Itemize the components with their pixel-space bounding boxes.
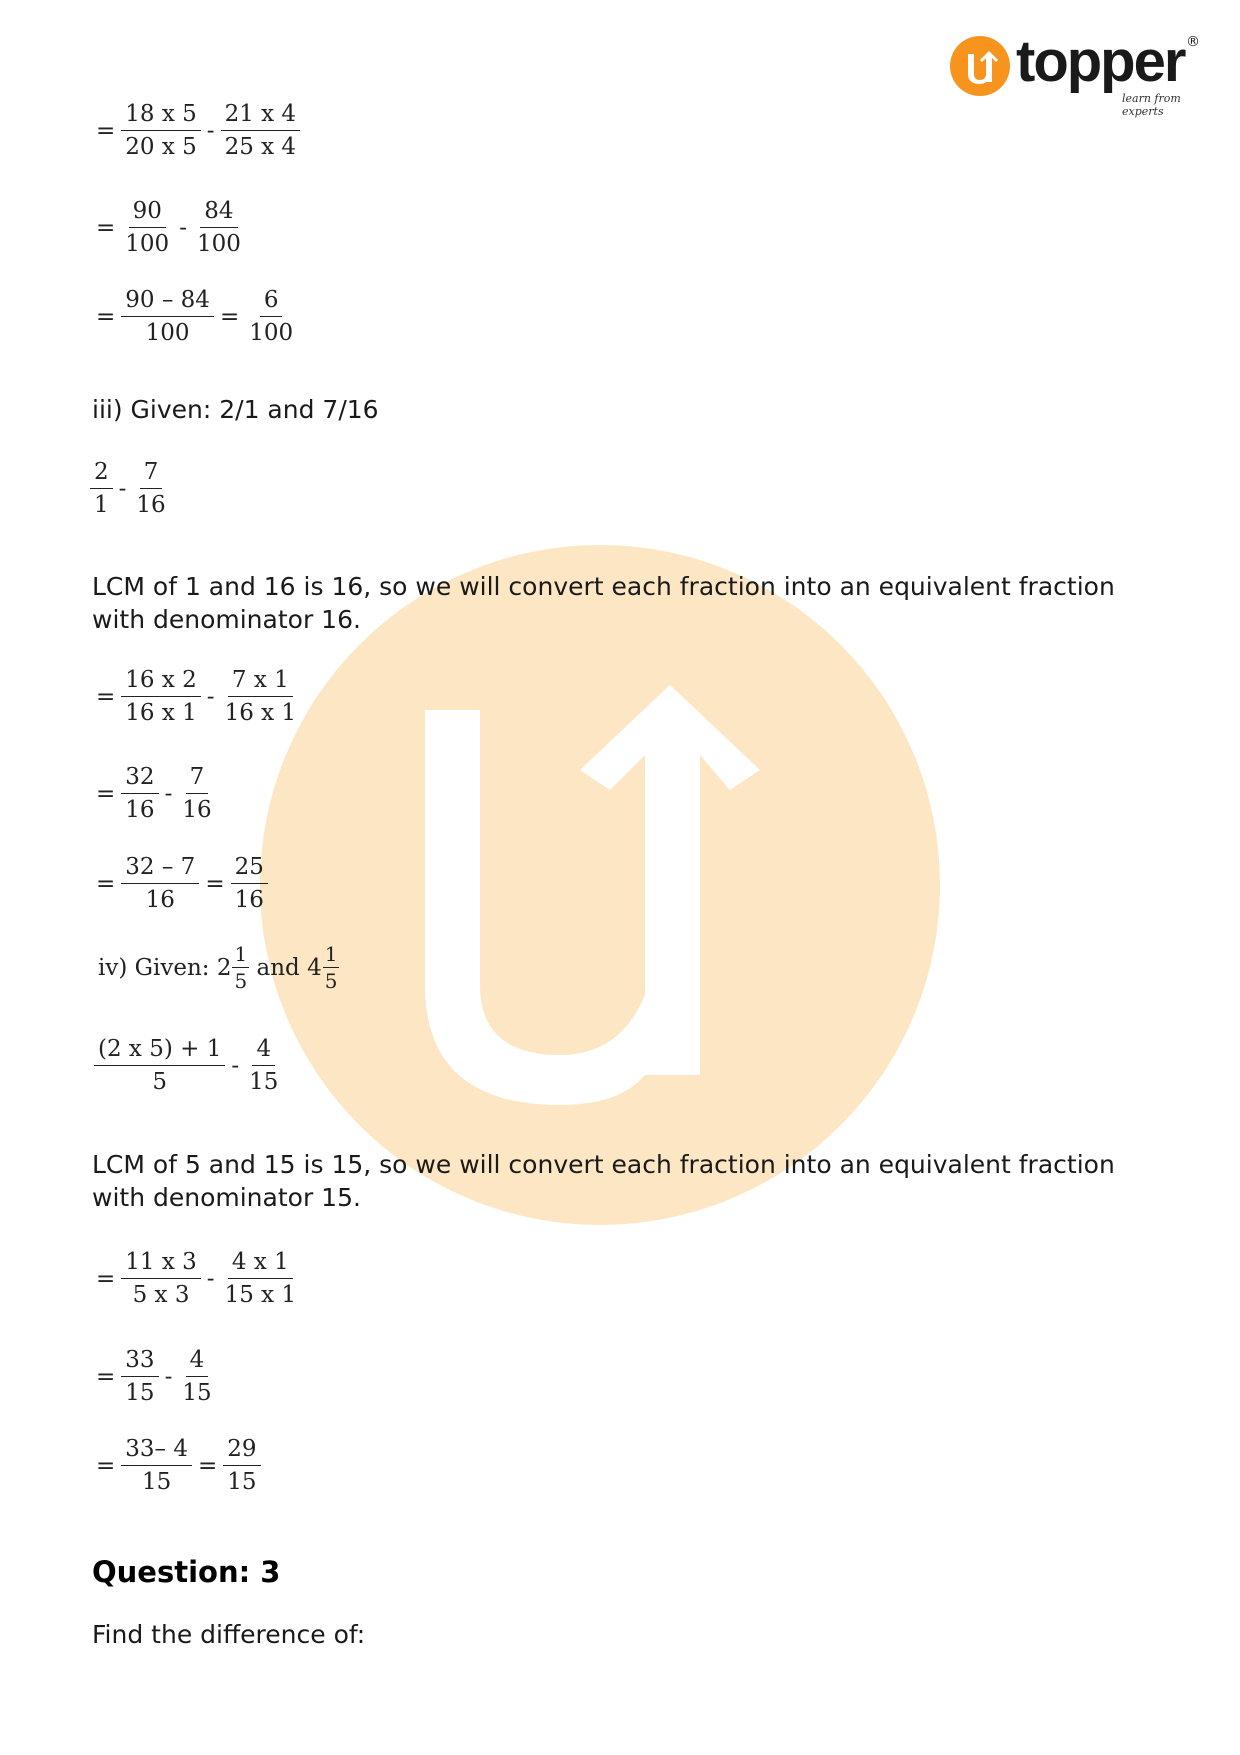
- logo-u-arrow-icon: [950, 36, 1010, 96]
- equation-5: = $\frac{16 x 2}{16 x 1}$ - $\frac{7 x 1}{16 x 1}$: [90, 664, 300, 729]
- equation-8: $\frac{(2 x 5) + 1}{5}$ - $\frac{4}{15}$: [94, 1033, 282, 1098]
- given-iii: iii) Given: 2/1 and 7/16: [92, 395, 379, 424]
- fraction: $\frac{6}{100}$: [245, 284, 297, 349]
- fraction: $\frac{29}{15}$: [223, 1433, 260, 1498]
- equation-6: = $\frac{32}{16}$ - $\frac{7}{16}$: [90, 761, 216, 826]
- equation-1: = $\frac{18 x 5}{20 x 5}$ - $\frac{21 x 4}{25 x 4}$: [90, 98, 300, 163]
- lcm-text-2b: with denominator 15.: [92, 1183, 361, 1212]
- fraction: $\frac{84}{100}$: [193, 195, 245, 260]
- question-text: Find the difference of:: [92, 1620, 366, 1649]
- given-iv: iv) Given: 2 $\frac{1}{5}$ and 4 $\frac{1}{5}$: [98, 942, 338, 993]
- fraction: $\frac{7}{16}$: [178, 761, 215, 826]
- equation-4: $\frac{2}{1}$ - $\frac{7}{16}$: [90, 456, 170, 521]
- brand-tagline: learn from experts: [1122, 92, 1181, 118]
- fraction: $\frac{21 x 4}{25 x 4}$: [221, 98, 301, 163]
- brand-logo: [950, 29, 1200, 118]
- fraction: $\frac{(2 x 5) + 1}{5}$: [94, 1033, 225, 1098]
- equation-7: = $\frac{32 - 7}{16}$ = $\frac{25}{16}$: [90, 851, 268, 916]
- fraction: $\frac{32}{16}$: [121, 761, 158, 826]
- fraction: $\frac{7}{16}$: [132, 456, 169, 521]
- fraction: $\frac{4}{15}$: [245, 1033, 282, 1098]
- fraction: $\frac{4 x 1}{15 x 1}$: [221, 1246, 301, 1311]
- fraction: $\frac{4}{15}$: [178, 1344, 215, 1409]
- fraction: $\frac{32 - 7}{16}$: [121, 851, 199, 916]
- fraction: $\frac{33- 4}{15}$: [121, 1433, 192, 1498]
- lcm-text-2: LCM of 5 and 15 is 15, so we will convert each fraction into an equivalent fraction: [92, 1150, 1115, 1179]
- lcm-text-1: LCM of 1 and 16 is 16, so we will convert each fraction into an equivalent fraction: [92, 572, 1115, 601]
- brand-name: topper: [1016, 29, 1185, 94]
- registered-mark: ®: [1186, 34, 1200, 50]
- fraction: $\frac{33}{15}$: [121, 1344, 158, 1409]
- fraction: $\frac{11 x 3}{5 x 3}$: [121, 1246, 201, 1311]
- fraction: $\frac{90 - 84}{100}$: [121, 284, 214, 349]
- equation-10: = $\frac{33}{15}$ - $\frac{4}{15}$: [90, 1344, 216, 1409]
- logo-circle: [950, 36, 1010, 96]
- fraction: $\frac{25}{16}$: [231, 851, 268, 916]
- lcm-text-1b: with denominator 16.: [92, 605, 361, 634]
- fraction: $\frac{90}{100}$: [121, 195, 173, 260]
- equation-11: = $\frac{33- 4}{15}$ = $\frac{29}{15}$: [90, 1433, 261, 1498]
- fraction: $\frac{18 x 5}{20 x 5}$: [121, 98, 201, 163]
- mixed-number: 4 $\frac{1}{5}$: [307, 942, 338, 993]
- equation-2: = $\frac{90}{100}$ - $\frac{84}{100}$: [90, 195, 245, 260]
- fraction: $\frac{16 x 2}{16 x 1}$: [121, 664, 201, 729]
- fraction: $\frac{2}{1}$: [90, 456, 113, 521]
- question-heading: Question: 3: [92, 1555, 281, 1589]
- fraction: $\frac{7 x 1}{16 x 1}$: [221, 664, 301, 729]
- mixed-number: 2 $\frac{1}{5}$: [216, 942, 248, 993]
- equation-9: = $\frac{11 x 3}{5 x 3}$ - $\frac{4 x 1}{15 x 1}$: [90, 1246, 300, 1311]
- equation-3: = $\frac{90 - 84}{100}$ = $\frac{6}{100}$: [90, 284, 297, 349]
